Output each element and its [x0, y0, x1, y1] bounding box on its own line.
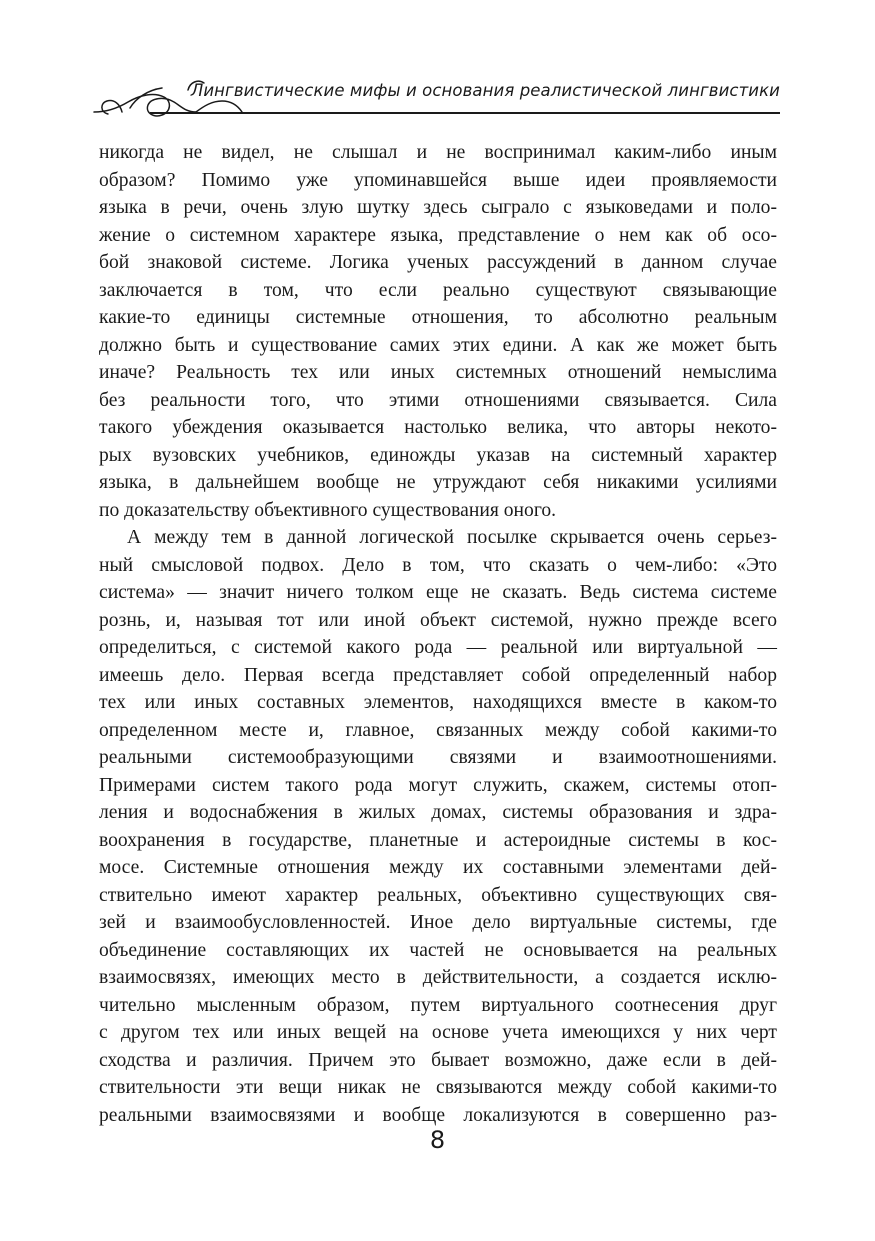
text-line: с другом тех или иных вещей на основе учета имеющихся у них черт — [99, 1022, 777, 1043]
running-header-title: Лингвистические мифы и основания реалистической лингвистики — [190, 81, 780, 100]
text-line: рых вузовских учебников, единожды указав на системный характер — [99, 444, 777, 466]
text-line: жение о системном характере языка, представление о нем как об осо- — [99, 224, 777, 246]
text-line: мосе. Системные отношения между их составными элементами дей- — [99, 857, 777, 878]
text-line: определиться, с системой какого рода — реальной или виртуальной — — [99, 637, 777, 658]
text-line: образом? Помимо уже упоминавшейся выше идеи проявляемости — [99, 169, 777, 191]
text-line: языка, в дальнейшем вообще не утруждают себя никакими усилиями — [99, 472, 777, 493]
text-line: взаимосвязях, имеющих место в действительности, а создается исклю- — [99, 967, 777, 988]
text-line: заключается в том, что если реально существуют связывающие — [99, 279, 777, 301]
text-line: реальными системообразующими связями и взаимоотношениями. — [99, 747, 777, 768]
body-text — [99, 139, 777, 1129]
text-line: Примерами систем такого рода могут служить, скажем, системы отоп- — [99, 774, 777, 796]
text-line: А между тем в данной логической посылке скрывается очень серьез- — [127, 527, 777, 548]
text-line: система» — значит ничего толком еще не сказать. Ведь система системе — [99, 582, 777, 603]
text-line: сходства и различия. Причем это бывает возможно, даже если в дей- — [99, 1049, 777, 1071]
text-line: тех или иных составных элементов, находящихся вместе в каком-то — [99, 692, 777, 713]
text-line: языка в речи, очень злую шутку здесь сыграло с языковедами и поло- — [99, 197, 777, 218]
text-line: имеешь дело. Первая всегда представляет собой определенный набор — [99, 664, 777, 686]
text-line: ный смысловой подвох. Дело в том, что сказать о чем-либо: «Это — [99, 554, 777, 576]
text-line: ления и водоснабжения в жилых домах, системы образования и здра- — [99, 802, 777, 823]
text-line: реальными взаимосвязями и вообще локализуются в совершенно раз- — [99, 1104, 777, 1126]
text-line: без реальности того, что этими отношениями связывается. Сила — [99, 389, 777, 411]
header-rule — [150, 112, 780, 114]
text-line: чительно мысленным образом, путем виртуального соотнесения друг — [99, 994, 777, 1016]
running-header — [92, 68, 780, 128]
text-line: иначе? Реальность тех или иных системных отношений немыслима — [99, 362, 777, 383]
page-number: 8 — [429, 1126, 446, 1154]
text-line: такого убеждения оказывается настолько велика, что авторы некото- — [99, 417, 777, 438]
text-line: рознь, и, называя тот или иной объект системой, нужно прежде всего — [99, 609, 777, 631]
text-line: определенном месте и, главное, связанных между собой какими-то — [99, 719, 777, 741]
text-line: ствительно имеют характер реальных, объективно существующих свя- — [99, 884, 777, 906]
text-line: должно быть и существование самих этих едини. А как же может быть — [99, 334, 777, 356]
text-line: какие-то единицы системные отношения, то абсолютно реальным — [99, 307, 777, 328]
text-line: объединение составляющих их частей не основывается на реальных — [99, 939, 777, 961]
text-line: ствительности эти вещи никак не связываются между собой какими-то — [99, 1077, 777, 1098]
text-line: бой знаковой системе. Логика ученых рассуждений в данном случае — [99, 252, 777, 273]
text-line: по доказательству объективного существования оного. — [99, 499, 557, 521]
paragraph-1 — [99, 139, 777, 524]
text-line: воохранения в государстве, планетные и астероидные системы в кос- — [99, 829, 777, 851]
text-line: никогда не видел, не слышал и не воспринимал каким-либо иным — [99, 142, 777, 163]
text-line: зей и взаимообусловленностей. Иное дело виртуальные системы, где — [99, 912, 777, 933]
paragraph-2 — [99, 524, 777, 1129]
